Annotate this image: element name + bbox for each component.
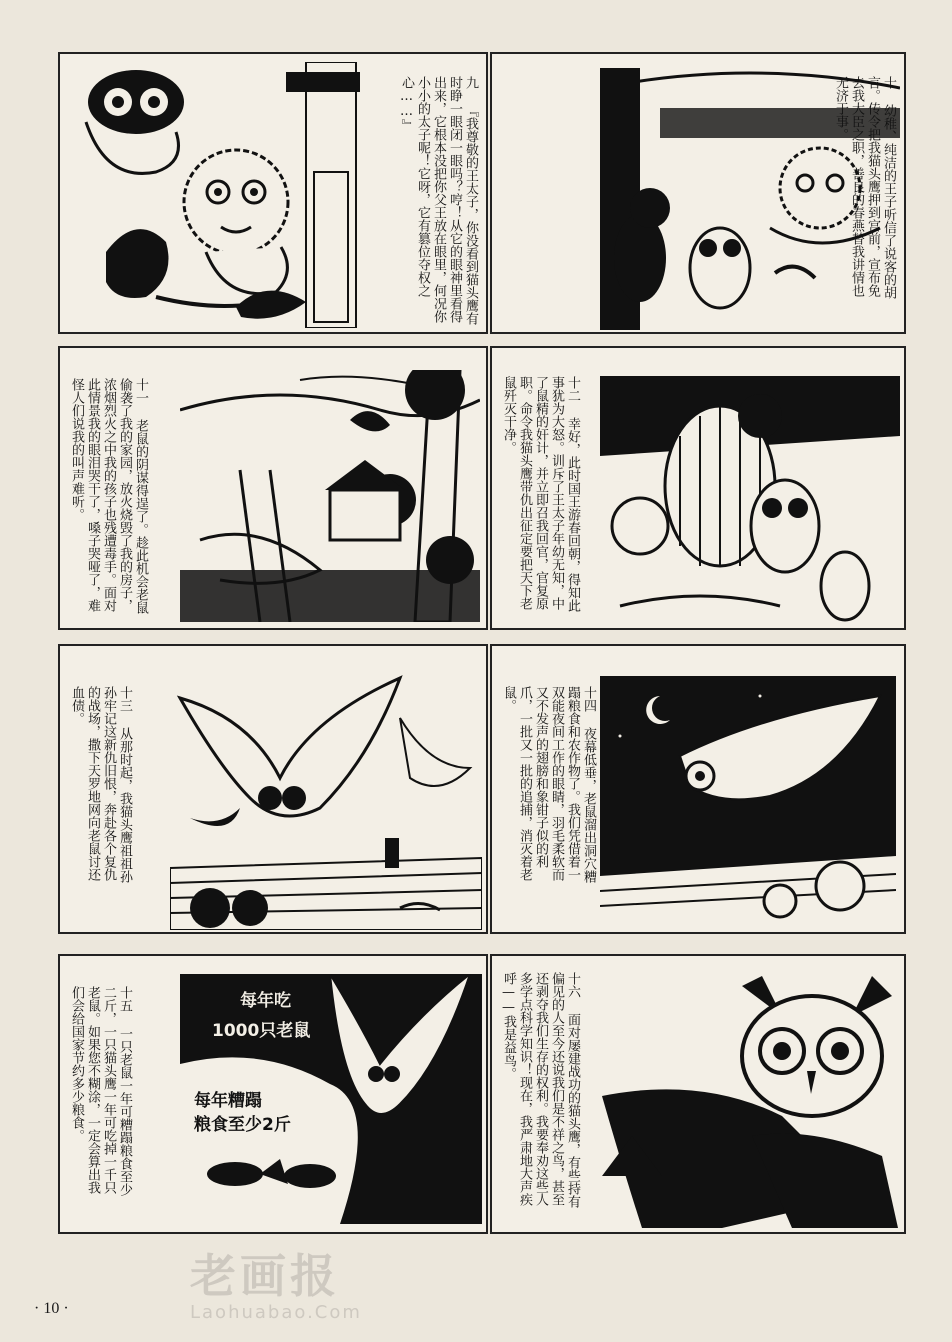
panel-15-line1: 每年吃 bbox=[240, 991, 291, 1011]
panel-16-illustration bbox=[602, 976, 898, 1228]
panel-12 bbox=[490, 346, 906, 630]
panel-15-line2: 1000只老鼠 bbox=[212, 1021, 311, 1041]
panel-14 bbox=[490, 644, 906, 934]
page-number: · 10 · bbox=[34, 1300, 69, 1317]
panel-9-caption: 九 『我尊敬的王太子，你没看到猫头鹰有时睁一眼闭一眼吗？哼！从它的眼神里看得出来，它根本没把你父王放在眼里，何况你小小的太子呢！它呀，它有篡位夺权之心……』 bbox=[399, 76, 478, 325]
watermark-main: 老画报 bbox=[190, 1249, 340, 1303]
panel-15 bbox=[58, 954, 488, 1234]
panel-10 bbox=[490, 52, 906, 334]
panel-13 bbox=[58, 644, 488, 934]
panel-15-illustration bbox=[180, 974, 482, 1224]
panel-12-caption: 十二 幸好，此时国王游春回朝，得知此事犹为大怒。训斥了王太子年幼无知，中了鼠精的奸计，并立即召我回官，官复原职。命令我猫头鹰带仇出征定要把天下老鼠歼灭干净。 bbox=[501, 376, 580, 612]
panel-15-caption: 十五 一只老鼠一年可糟蹋粮食至少二斤，一只猫头鹰一年可吃掉一千只老鼠。如果您不糊涂，一定会算出我们会给国家节约多少粮食。 bbox=[69, 986, 132, 1196]
panel-11-caption: 十一 老鼠的阴谋得逞了。趁此机会老鼠偷袭了我的家园，放火烧毁了我的房子，浓烟烈火之中我的孩子也残遭毒手。面对此情景我的眼泪哭干了，嗓子哭哑了，难怪人们说我的叫声难听。 bbox=[69, 378, 148, 614]
panel-14-illustration bbox=[600, 676, 896, 928]
watermark bbox=[190, 1240, 362, 1323]
panel-16 bbox=[490, 954, 906, 1234]
panel-12-illustration bbox=[600, 376, 900, 624]
panel-15-line4: 粮食至少2斤 bbox=[194, 1115, 291, 1135]
panel-11-illustration bbox=[180, 370, 480, 622]
panel-14-caption: 十四 夜幕低垂，老鼠溜出洞穴糟蹋粮食和农作物了。我们凭借着一双能夜间工作的眼睛，羽毛柔软而又不发声的翅膀和象钳子似的利爪，一批又一批的追捕，消灭着老鼠。 bbox=[501, 686, 596, 883]
panel-9-illustration bbox=[66, 62, 360, 328]
panel-9 bbox=[58, 52, 488, 334]
panel-11 bbox=[58, 346, 488, 630]
panel-15-line3: 每年糟蹋 bbox=[194, 1091, 262, 1111]
watermark-sub: Laohuabao.Com bbox=[190, 1302, 362, 1323]
panel-16-caption: 十六 面对屡建战功的猫头鹰，有些持有偏见的人至今还说我们是不祥之鸟，甚至还剥夺我们生存的权利。我要奉劝这些人多学点科学知识！现在，我严肃地大声疾呼——我是益鸟。 bbox=[501, 972, 580, 1208]
panel-13-illustration bbox=[170, 658, 482, 930]
panel-13-caption: 十三 从那时起，我猫头鹰祖祖孙孙牢记这新仇旧恨，奔赴各个复仇的战场，撒下天罗地网向老鼠讨还血债。 bbox=[69, 686, 132, 883]
panel-10-caption: 十 幼稚、纯洁的王子听信了说客的胡言。传令把我猫头鹰押到宫前，宣布免去我大臣之职，善良的春燕替我讲情也无济于事。 bbox=[833, 76, 896, 299]
